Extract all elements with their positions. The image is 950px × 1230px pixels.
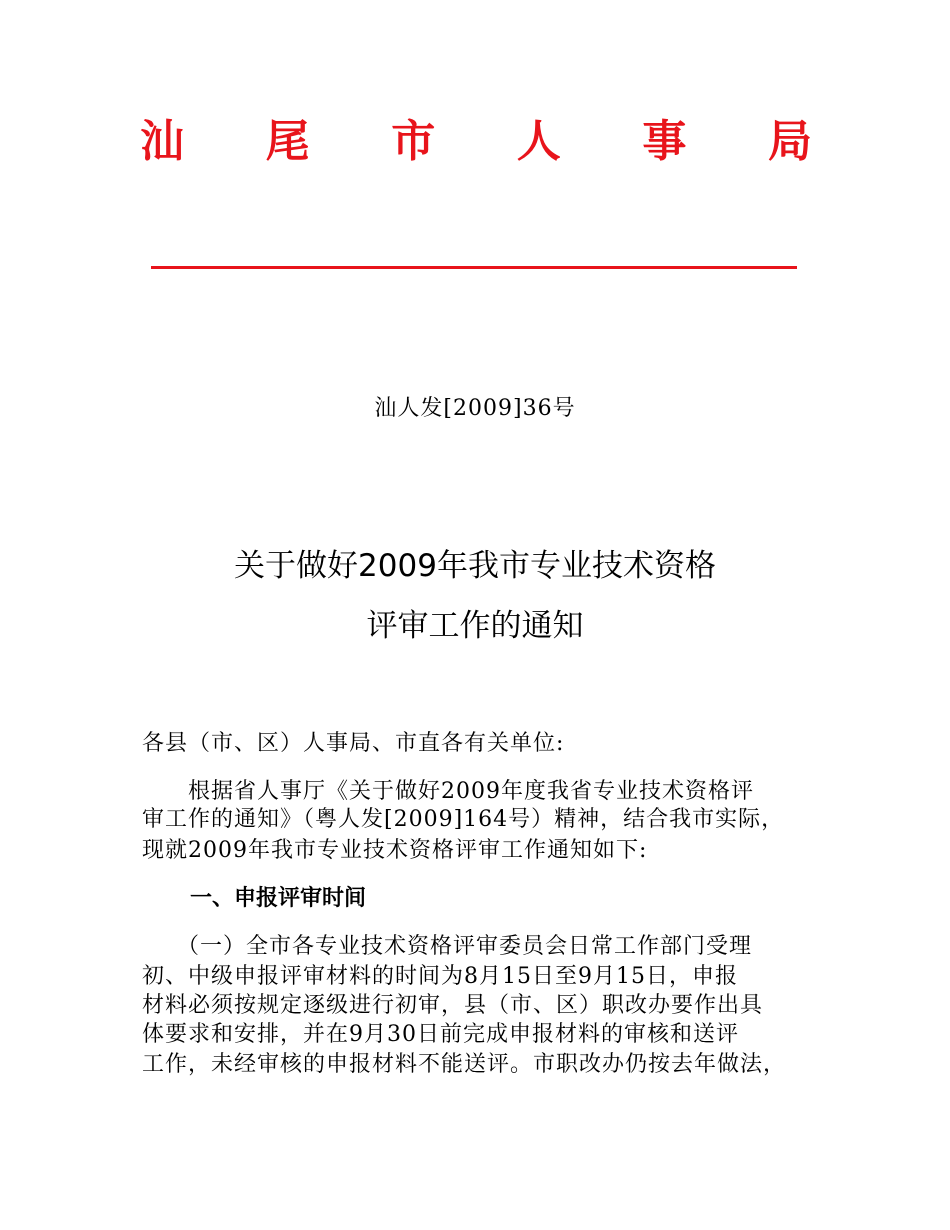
document-number: 汕人发[2009]36号 (374, 396, 576, 421)
salutation: 各县（市、区）人事局、市直各有关单位: (142, 731, 565, 756)
paragraph-line: （一）全市各专业技术资格评审委员会日常工作部门受理 (142, 934, 753, 959)
header-char: 事 (642, 116, 687, 167)
paragraph-line: 工作，未经审核的申报材料不能送评。市职改办仍按去年做法， (142, 1052, 787, 1077)
header-char: 人 (516, 116, 561, 167)
header-char: 局 (767, 116, 812, 167)
paragraph-line: 材料必须按规定逐级进行初审，县（市、区）职改办要作出具 (142, 993, 764, 1018)
header-divider (151, 266, 797, 269)
paragraph-line: 体要求和安排，并在9月30日前完成申报材料的审核和送评 (142, 1022, 739, 1047)
paragraph-line: 现就2009年我市专业技术资格评审工作通知如下: (142, 838, 648, 863)
section-heading: 一、申报评审时间 (190, 886, 367, 911)
document-title-line-2: 评审工作的通知 (366, 608, 584, 644)
paragraph-line: 审工作的通知》（粤人发[2009]164号）精神，结合我市实际， (142, 807, 785, 832)
header-char: 汕 (140, 116, 184, 167)
paragraph-line: 根据省人事厅《关于做好2009年度我省专业技术资格评 (142, 779, 754, 804)
paragraph-line: 初、中级申报评审材料的时间为8月15日至9月15日，申报 (142, 964, 738, 989)
header-char: 市 (391, 116, 436, 167)
document-title-line-1: 关于做好2009年我市专业技术资格 (234, 548, 716, 584)
issuing-authority-header (140, 112, 812, 172)
header-char: 尾 (265, 116, 310, 167)
